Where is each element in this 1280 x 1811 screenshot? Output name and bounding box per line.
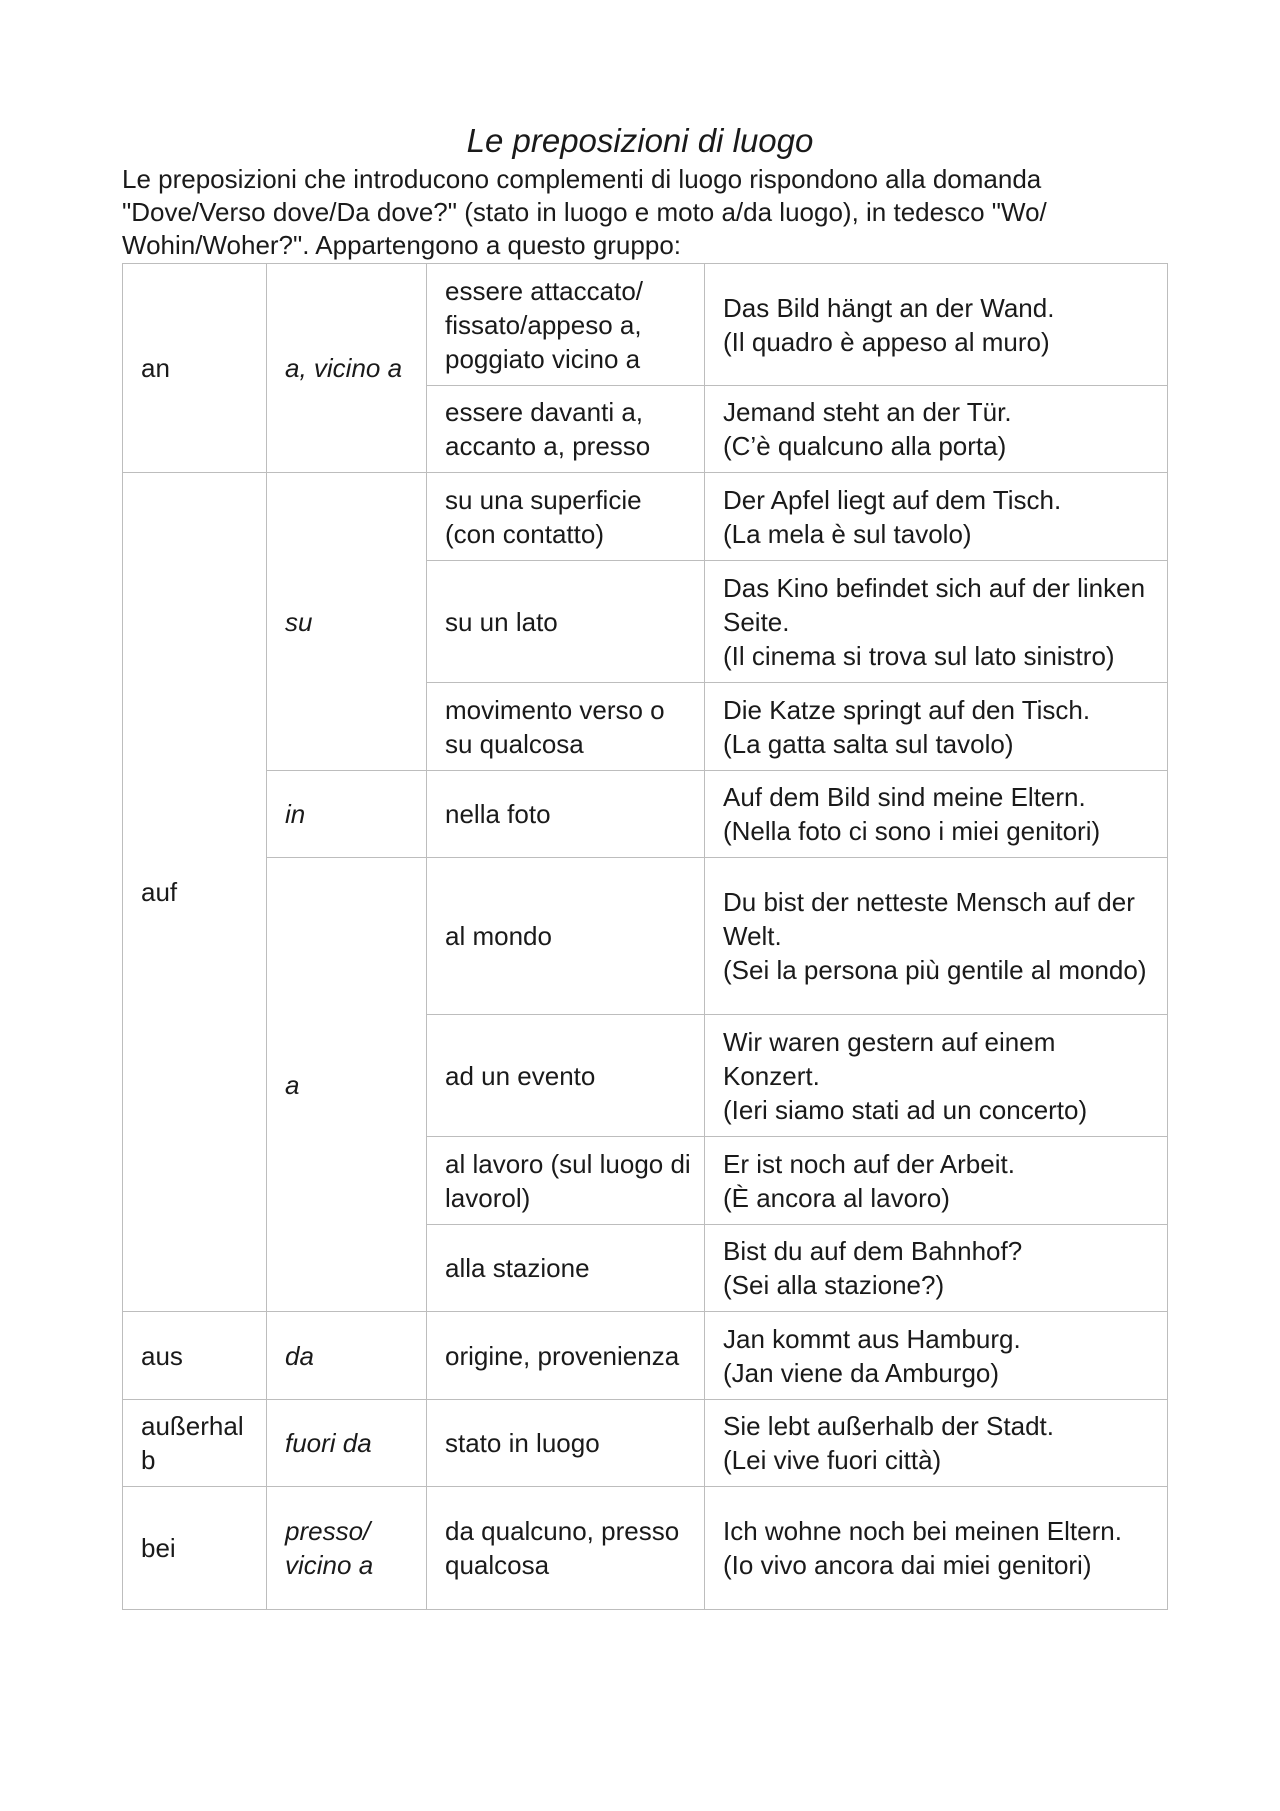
german-example: Er ist noch auf der Arbeit. xyxy=(723,1148,1015,1179)
meaning-cell: su xyxy=(267,473,427,771)
example-cell xyxy=(705,683,1168,771)
use-cell: al mondo xyxy=(427,858,705,1015)
table-row xyxy=(123,771,1168,858)
italian-translation: (Il quadro è appeso al muro) xyxy=(723,326,1050,357)
intro-line: "Dove/Verso dove/Da dove?" (stato in luogo e moto a/da luogo), in tedesco "Wo/ xyxy=(122,197,1047,227)
meaning-cell: fuori da xyxy=(267,1400,427,1487)
italian-translation: (Il cinema si trova sul lato sinistro) xyxy=(723,640,1115,671)
example-cell xyxy=(705,1312,1168,1400)
table-row xyxy=(123,1400,1168,1487)
table-row xyxy=(123,1487,1168,1610)
example-cell xyxy=(705,386,1168,473)
example-cell xyxy=(705,1487,1168,1610)
table-row xyxy=(123,264,1168,386)
german-example: Wir waren gestern auf einem Konzert. xyxy=(723,1026,1056,1091)
meaning-cell: a xyxy=(267,858,427,1312)
meaning-cell: da xyxy=(267,1312,427,1400)
german-example: Du bist der netteste Mensch auf der Welt. xyxy=(723,887,1135,951)
preposition-cell: außerhalb xyxy=(123,1400,267,1487)
preposition-cell: auf xyxy=(123,473,267,1312)
page-title: Le preposizioni di luogo xyxy=(466,122,814,159)
italian-translation: (Jan viene da Amburgo) xyxy=(723,1357,1000,1388)
use-cell: su un lato xyxy=(427,561,705,683)
italian-translation: (Sei alla stazione?) xyxy=(723,1270,945,1300)
table-row xyxy=(123,473,1168,561)
german-example: Das Kino befindet sich auf der linken Seite. xyxy=(723,572,1146,637)
italian-translation: (È ancora al lavoro) xyxy=(723,1182,950,1213)
use-cell: stato in luogo xyxy=(427,1400,705,1487)
use-cell: su una superficie (con contatto) xyxy=(427,473,705,561)
example-cell xyxy=(705,1015,1168,1137)
example-cell xyxy=(705,858,1168,1015)
german-example: Ich wohne noch bei meinen Eltern. xyxy=(723,1516,1122,1546)
use-cell: da qualcuno, presso qualcosa xyxy=(427,1487,705,1610)
preposition-cell: bei xyxy=(123,1487,267,1610)
italian-translation: (Ieri siamo stati ad un concerto) xyxy=(723,1094,1088,1125)
german-example: Sie lebt außerhalb der Stadt. xyxy=(723,1411,1054,1441)
table-row xyxy=(123,858,1168,1015)
use-cell: alla stazione xyxy=(427,1225,705,1312)
use-cell: nella foto xyxy=(427,771,705,858)
intro-line: Le preposizioni che introducono complementi di luogo rispondono alla domanda xyxy=(122,164,1042,194)
example-cell xyxy=(705,771,1168,858)
german-example: Das Bild hängt an der Wand. xyxy=(723,292,1055,323)
german-example: Jan kommt aus Hamburg. xyxy=(723,1323,1021,1354)
preposition-cell: an xyxy=(123,264,267,473)
intro-paragraph xyxy=(122,163,1202,262)
example-cell xyxy=(705,1400,1168,1487)
meaning-cell: a, vicino a xyxy=(267,264,427,473)
german-example: Der Apfel liegt auf dem Tisch. xyxy=(723,484,1062,515)
example-cell xyxy=(705,1137,1168,1225)
example-cell xyxy=(705,561,1168,683)
italian-translation: (Nella foto ci sono i miei genitori) xyxy=(723,816,1101,846)
use-cell: ad un evento xyxy=(427,1015,705,1137)
example-cell xyxy=(705,473,1168,561)
table-row xyxy=(123,1312,1168,1400)
use-cell: essere davanti a, accanto a, presso xyxy=(427,386,705,473)
use-cell: al lavoro (sul luogo di lavorol) xyxy=(427,1137,705,1225)
german-example: Auf dem Bild sind meine Eltern. xyxy=(723,782,1086,812)
german-example: Die Katze springt auf den Tisch. xyxy=(723,694,1091,725)
italian-translation: (La mela è sul tavolo) xyxy=(723,518,972,549)
italian-translation: (Io vivo ancora dai miei genitori) xyxy=(723,1550,1092,1580)
italian-translation: (Sei la persona più gentile al mondo) xyxy=(723,955,1147,985)
preposition-cell: aus xyxy=(123,1312,267,1400)
italian-translation: (La gatta salta sul tavolo) xyxy=(723,728,1014,759)
example-cell xyxy=(705,1225,1168,1312)
meaning-cell: in xyxy=(267,771,427,858)
intro-line: Wohin/Woher?". Appartengono a questo gruppo: xyxy=(122,230,681,260)
german-example: Bist du auf dem Bahnhof? xyxy=(723,1236,1023,1266)
use-cell: movimento verso o su qualcosa xyxy=(427,683,705,771)
use-cell: origine, provenienza xyxy=(427,1312,705,1400)
german-example: Jemand steht an der Tür. xyxy=(723,397,1012,427)
example-cell xyxy=(705,264,1168,386)
use-cell: essere attaccato/ fissato/appeso a, poggiato vicino a xyxy=(427,264,705,386)
italian-translation: (Lei vive fuori città) xyxy=(723,1445,942,1475)
prepositions-table xyxy=(122,263,1168,1610)
italian-translation: (C’è qualcuno alla porta) xyxy=(723,431,1007,461)
meaning-cell: presso/ vicino a xyxy=(267,1487,427,1610)
